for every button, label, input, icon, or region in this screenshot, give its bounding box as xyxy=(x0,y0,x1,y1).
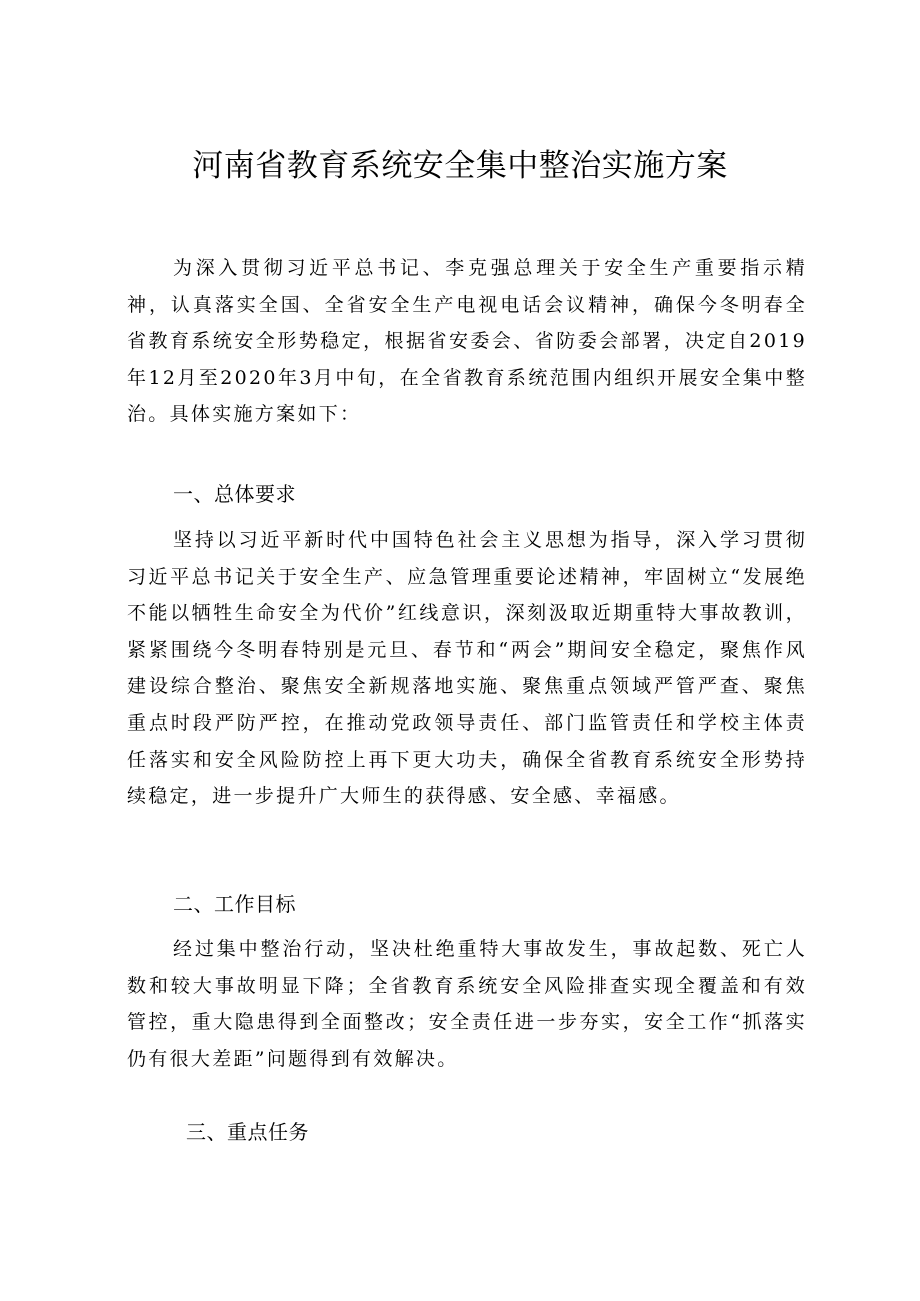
section-heading-key-tasks: 三、重点任务 xyxy=(186,1120,309,1144)
intro-paragraph: 为深入贯彻习近平总书记、李克强总理关于安全生产重要指示精神，认真落实全国、全省安全生产电视电话会议精神，确保今冬明春全省教育系统安全形势稳定，根据省安委会、省防委会部署，决定自2019年12月至2020年3月中旬，在全省教育系统范围内组织开展安全集中整治。具体实施方案如下： xyxy=(127,257,807,426)
section-heading-work-goals: 二、工作目标 xyxy=(173,892,296,916)
section-body-general-requirements: 坚持以习近平新时代中国特色社会主义思想为指导，深入学习贯彻习近平总书记关于安全生产、应急管理重要论述精神，牢固树立“发展绝不能以牺牲生命安全为代价”红线意识，深刻汲取近期重特大事故教训，紧紧围绕今冬明春特别是元旦、春节和“两会”期间安全稳定，聚焦作风建设综合整治、聚焦安全新规落地实施、聚焦重点领域严管严查、聚焦重点时段严防严控，在推动党政领导责任、部门监管责任和学校主体责任落实和安全风险防控上再下更大功夫，确保全省教育系统安全形势持续稳定，进一步提升广大师生的获得感、安全感、幸福感。 xyxy=(127,529,807,808)
section-body-work-goals: 经过集中整治行动，坚决杜绝重特大事故发生，事故起数、死亡人数和较大事故明显下降；全省教育系统安全风险排查实现全覆盖和有效管控，重大隐患得到全面整改；安全责任进一步夯实，安全工作“抓落实仍有很大差距”问题得到有效解决。 xyxy=(127,938,807,1070)
document-title: 河南省教育系统安全集中整治实施方案 xyxy=(192,148,728,184)
section-heading-general-requirements: 一、总体要求 xyxy=(173,482,296,506)
